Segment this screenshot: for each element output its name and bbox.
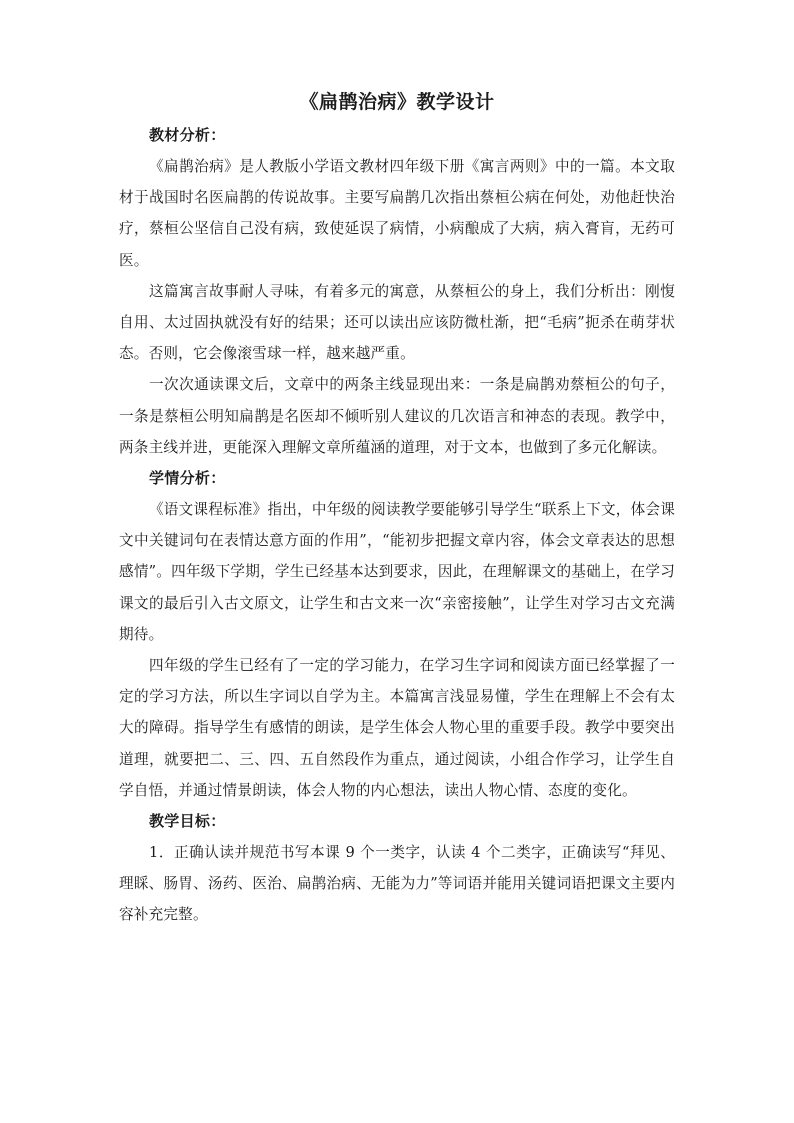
document-title: 《扁鹊治病》教学设计 <box>299 91 495 113</box>
paragraph: 1．正确认读并规范书写本课 9 个一类字，认读 4 个二类字，正确读写“拜见、理睬、肠胃、汤药、医治、扁鹊治病、无能为力”等词语并能用关键词语把课文主要内容补充完整。 <box>119 844 675 924</box>
paragraph: 《语文课程标准》指出，中年级的阅读教学要能够引导学生“联系上下文，体会课文中关键词句在表情达意方面的作用”，“能初步把握文章内容，体会文章表达的思想感情”。四年级下学期，学生已经基本达到要求，因此，在理解课文的基础上，在学习课文的最后引入古文原文，让学生和古文来一次“亲密接触”，让学生对学习古文充满期待。 <box>119 501 675 643</box>
section-heading-student-analysis: 学情分析： <box>149 469 226 488</box>
section-heading-teaching-goals: 教学目标： <box>149 812 226 831</box>
paragraph: 一次次通读课文后，文章中的两条主线显现出来：一条是扁鹊劝蔡桓公的句子，一条是蔡桓公明知扁鹊是名医却不倾听别人建议的几次语言和神态的表现。教学中，两条主线并进，更能深入理解文章所蕴涵的道理，对于文本，也做到了多元化解读。 <box>119 376 675 456</box>
paragraph: 这篇寓言故事耐人寻味，有着多元的寓意，从蔡桓公的身上，我们分析出：刚愎自用、太过固执就没有好的结果；还可以读出应该防微杜渐，把“毛病”扼杀在萌芽状态。否则，它会像滚雪球一样，越来越严重。 <box>119 282 675 363</box>
paragraph: 四年级的学生已经有了一定的学习能力，在学习生字词和阅读方面已经掌握了一定的学习方法，所以生字词以自学为主。本篇寓言浅显易懂，学生在理解上不会有太大的障碍。指导学生有感情的朗读，是学生体会人物心里的重要手段。教学中要突出道理，就要把二、三、四、五自然段作为重点，通过阅读，小组合作学习，让学生自学自悟，并通过情景朗读，体会人物的内心想法，读出人物心情、态度的变化。 <box>119 657 675 799</box>
document-page <box>119 84 675 931</box>
paragraph: 《扁鹊治病》是人教版小学语文教材四年级下册《寓言两则》中的一篇。本文取材于战国时名医扁鹊的传说故事。主要写扁鹊几次指出蔡桓公病在何处，劝他赶快治疗，蔡桓公坚信自己没有病，致使延误了病情，小病酿成了大病，病入膏肓，无药可医。 <box>119 158 675 269</box>
section-heading-textbook-analysis: 教材分析： <box>149 126 226 144</box>
